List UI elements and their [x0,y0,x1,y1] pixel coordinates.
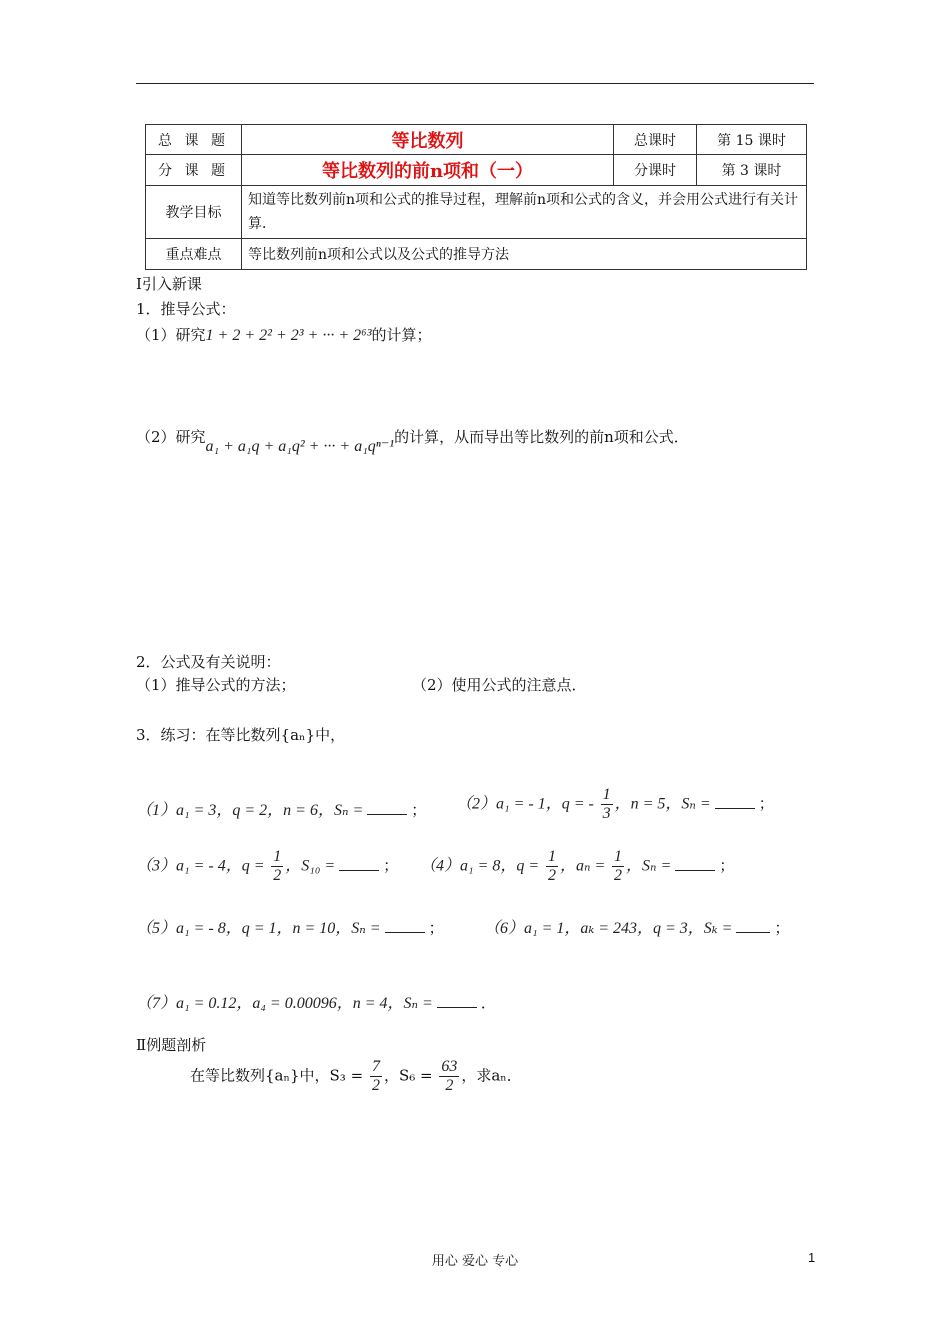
label-cell: 重点难点 [146,239,242,270]
numerator: 7 [371,1058,380,1075]
separator: ； [719,856,735,875]
denominator: 2 [445,1077,454,1094]
exercise-line [136,324,432,345]
terminator: ． [480,994,496,1012]
section-heading: Ⅰ引入新课 [136,275,202,293]
label-cell: 分 课 题 [146,155,242,186]
fraction [546,848,558,885]
answer-blank[interactable] [437,1007,477,1008]
answer-blank[interactable] [715,808,755,809]
exercise-3-rest: ，S₁₀ = [285,857,336,875]
numerator: 1 [614,848,623,865]
exercise-line [136,426,689,455]
value-cell: 第 15 课时 [697,125,807,155]
note-method: （1）推导公式的方法； [136,676,296,694]
item-heading: 1．推导公式： [136,300,236,318]
table-row [146,125,807,155]
exercise-row [456,786,774,823]
exercise-5: （5）a₁ = - 8，q = 1，n = 10，Sₙ = [136,920,381,937]
answer-blank[interactable] [736,932,770,933]
label-cell: 总 课 题 [146,125,242,155]
exercise-1: （1）a₁ = 3，q = 2，n = 6，Sₙ = [136,802,364,819]
exercise-row [136,848,398,885]
separator: ； [411,801,427,819]
math-expression: 1 + 2 + 2² + 2³ + ··· + 2⁶³ [205,327,372,344]
exercise-row [136,797,426,820]
separator: ； [774,919,790,937]
denominator: 3 [602,805,611,822]
denominator: 2 [614,867,623,884]
label-cell: 教学目标 [146,186,242,239]
item-heading: 2．公式及有关说明： [136,653,281,671]
key-cell: 总课时 [614,125,697,155]
content-cell: 知道等比数列前n项和公式的推导过程，理解前n项和公式的含义，并会用公式进行有关计算． [242,186,807,239]
separator: ； [428,919,444,937]
denominator: 2 [371,1077,380,1094]
exercise-row [136,915,444,938]
separator: ； [383,856,399,875]
exercise-row [484,915,789,938]
fraction [439,1058,459,1095]
denominator: 2 [273,867,282,884]
exercise-7: （7）a₁ = 0.12，a₄ = 0.00096，n = 4，Sₙ = [136,995,433,1012]
exercise-row [136,990,496,1013]
page-number: 1 [808,1250,816,1265]
math-expression: a₁ + a₁q + a₁q² + ··· + a₁qⁿ⁻¹ [205,438,395,455]
numerator: 1 [273,848,282,865]
answer-blank[interactable] [339,870,379,871]
table-row [146,155,807,186]
fraction [612,848,624,885]
exercise-4: （4）a₁ = 8，q = [420,857,540,875]
lesson-info-table [145,124,807,270]
exercise-4-mid: ，aₙ = [559,857,606,875]
fraction [271,848,283,885]
page-footer: 用心 爱心 专心 [431,1254,519,1269]
item-heading: 3．练习：在等比数列{aₙ}中， [136,726,346,744]
title-cell: 等比数列 [242,125,614,155]
content-cell: 等比数列前n项和公式以及公式的推导方法 [242,239,807,270]
fraction [601,786,613,823]
key-cell: 分课时 [614,155,697,186]
denominator: 2 [547,867,556,884]
exercise-2: （2）a₁ = - 1，q = - [456,795,594,813]
exercise-6: （6）a₁ = 1，aₖ = 243，q = 3，Sₖ = [484,920,733,937]
line-suffix: 的计算； [371,326,432,344]
numerator: 1 [602,786,611,803]
line-prefix: （1）研究 [136,326,206,344]
header-rule [136,83,814,84]
section-heading: Ⅱ例题剖析 [136,1036,207,1054]
example-problem [190,1058,522,1095]
example-text: ，求aₙ． [461,1066,522,1085]
exercise-2-rest: ，n = 5，Sₙ = [614,795,711,813]
exercise-3: （3）a₁ = - 4，q = [136,857,265,875]
exercise-4-rest: ，Sₙ = [626,857,672,875]
answer-blank[interactable] [385,932,425,933]
value-cell: 第 3 课时 [697,155,807,186]
answer-blank[interactable] [675,870,715,871]
fraction [370,1058,382,1095]
line-suffix: 的计算，从而导出等比数列的前n项和公式． [394,428,689,446]
numerator: 1 [547,848,556,865]
note-caution: （2）使用公式的注意点． [412,676,587,694]
example-text: 在等比数列{aₙ}中，S₃ = [190,1066,364,1085]
numerator: 63 [441,1058,458,1075]
table-row [146,239,807,270]
line-prefix: （2）研究 [136,428,206,446]
title-cell: 等比数列的前n项和（一） [242,155,614,186]
example-text: ，S₆ = [383,1066,433,1085]
separator: ； [758,794,774,813]
exercise-row [420,848,734,885]
answer-blank[interactable] [367,814,407,815]
table-row [146,186,807,239]
